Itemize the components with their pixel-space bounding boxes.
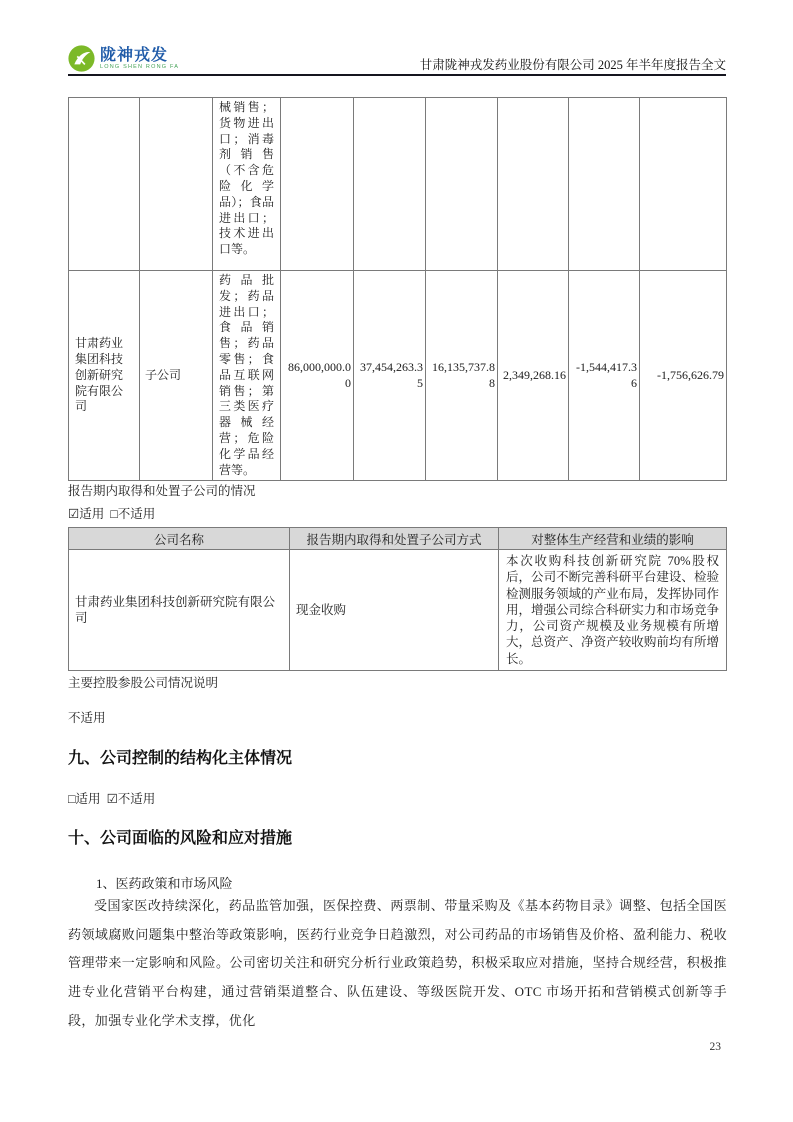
registered-capital-cell: 86,000,000.00 (281, 271, 354, 481)
acquisition-table (68, 527, 727, 671)
section-nine-title: 九、公司控制的结构化主体情况 (68, 750, 293, 767)
brand-name-cn: 陇神戎发 (100, 46, 169, 64)
table-row (69, 98, 727, 271)
cell-empty (498, 98, 569, 271)
risk-item-title: 1、医药政策和市场风险 (96, 876, 233, 891)
risk-paragraph: 受国家医改持续深化，药品监管加强，医保控费、两票制、带量采购及《基本药物目录》调整、包括全国医药领域腐败问题集中整治等政策影响，医药行业竞争日趋激烈，对公司药品的市场销售及价格、盈利能力、税收管理带来一定影响和风险。公司密切关注和研究分析行业政策趋势，积极采取应对措施，坚持合规经营，积极推进专业化营销平台构建，通过营销渠道整合、队伍建设、等级医院开发、OTC 市场开拓和营销模式创新等手段，加强专业化学术支撑，优化 (68, 898, 727, 1028)
business-scope-continued-cell: 械销售；货物进出口；消毒剂销售（不含危险化学品）；食品进出口；技术进出口等。 (213, 98, 281, 271)
subsidiaries-table (68, 97, 727, 481)
acquisition-applicability (68, 507, 726, 522)
cell-empty (140, 98, 213, 271)
table-row (69, 271, 727, 481)
net-assets-cell: 16,135,737.88 (426, 271, 498, 481)
cell-empty (569, 98, 640, 271)
company-type-cell: 子公司 (140, 271, 213, 481)
table-header-row (69, 528, 727, 550)
total-assets-cell: 37,454,263.35 (354, 271, 426, 481)
acq-company-name-cell: 甘肃药业集团科技创新研究院有限公司 (69, 550, 290, 671)
header-divider (68, 74, 726, 76)
page-number: 23 (709, 1041, 721, 1053)
company-name-cell: 甘肃药业集团科技创新研究院有限公司 (69, 271, 140, 481)
acq-method-cell: 现金收购 (290, 550, 499, 671)
operating-revenue-cell: 2,349,268.16 (498, 271, 569, 481)
section-ten-title: 十、公司面临的风险和应对措施 (68, 830, 293, 847)
cell-empty (426, 98, 498, 271)
brand-name-en: LONG SHEN RONG FA (100, 63, 180, 70)
net-profit-cell: -1,756,626.79 (640, 271, 727, 481)
logo-bird-icon (68, 45, 95, 72)
cell-empty (640, 98, 727, 271)
applicable-checkbox: □适用 (68, 792, 101, 806)
header-impact: 对整体生产经营和业绩的影响 (499, 528, 727, 550)
header-method: 报告期内取得和处置子公司方式 (290, 528, 499, 550)
cell-empty (354, 98, 426, 271)
section-nine-applicability (68, 792, 726, 807)
acq-impact-cell: 本次收购科技创新研究院 70%股权后，公司不断完善科研平台建设、检验检测服务领域的产业布局，发挥协同作用，增强公司综合科研实力和市场竞争力，公司资产规模及业务规模有所增大，总资产、净资产较收购前均有所增长。 (499, 550, 727, 671)
applicable-checkbox-checked: ☑适用 (68, 507, 105, 521)
holding-note-label: 主要控股参股公司情况说明 (68, 676, 219, 690)
cell-empty (281, 98, 354, 271)
table-row (69, 550, 727, 671)
header-company-name: 公司名称 (69, 528, 290, 550)
operating-profit-cell: -1,544,417.36 (569, 271, 640, 481)
document-title: 甘肃陇神戎发药业股份有限公司 2025 年半年度报告全文 (419, 58, 726, 72)
logo-text (100, 47, 179, 71)
acquisition-section-label: 报告期内取得和处置子公司的情况 (68, 484, 256, 498)
not-applicable-checkbox-checked: ☑不适用 (106, 792, 156, 806)
holding-note-value: 不适用 (68, 711, 106, 725)
cell-empty (69, 98, 140, 271)
business-scope-cell: 药品批发；药品进出口；食品销售；药品零售；食品互联网销售；第三类医疗器械经营；危险化学品经营等。 (213, 271, 281, 481)
not-applicable-checkbox: □不适用 (110, 507, 156, 521)
company-logo (68, 45, 179, 72)
